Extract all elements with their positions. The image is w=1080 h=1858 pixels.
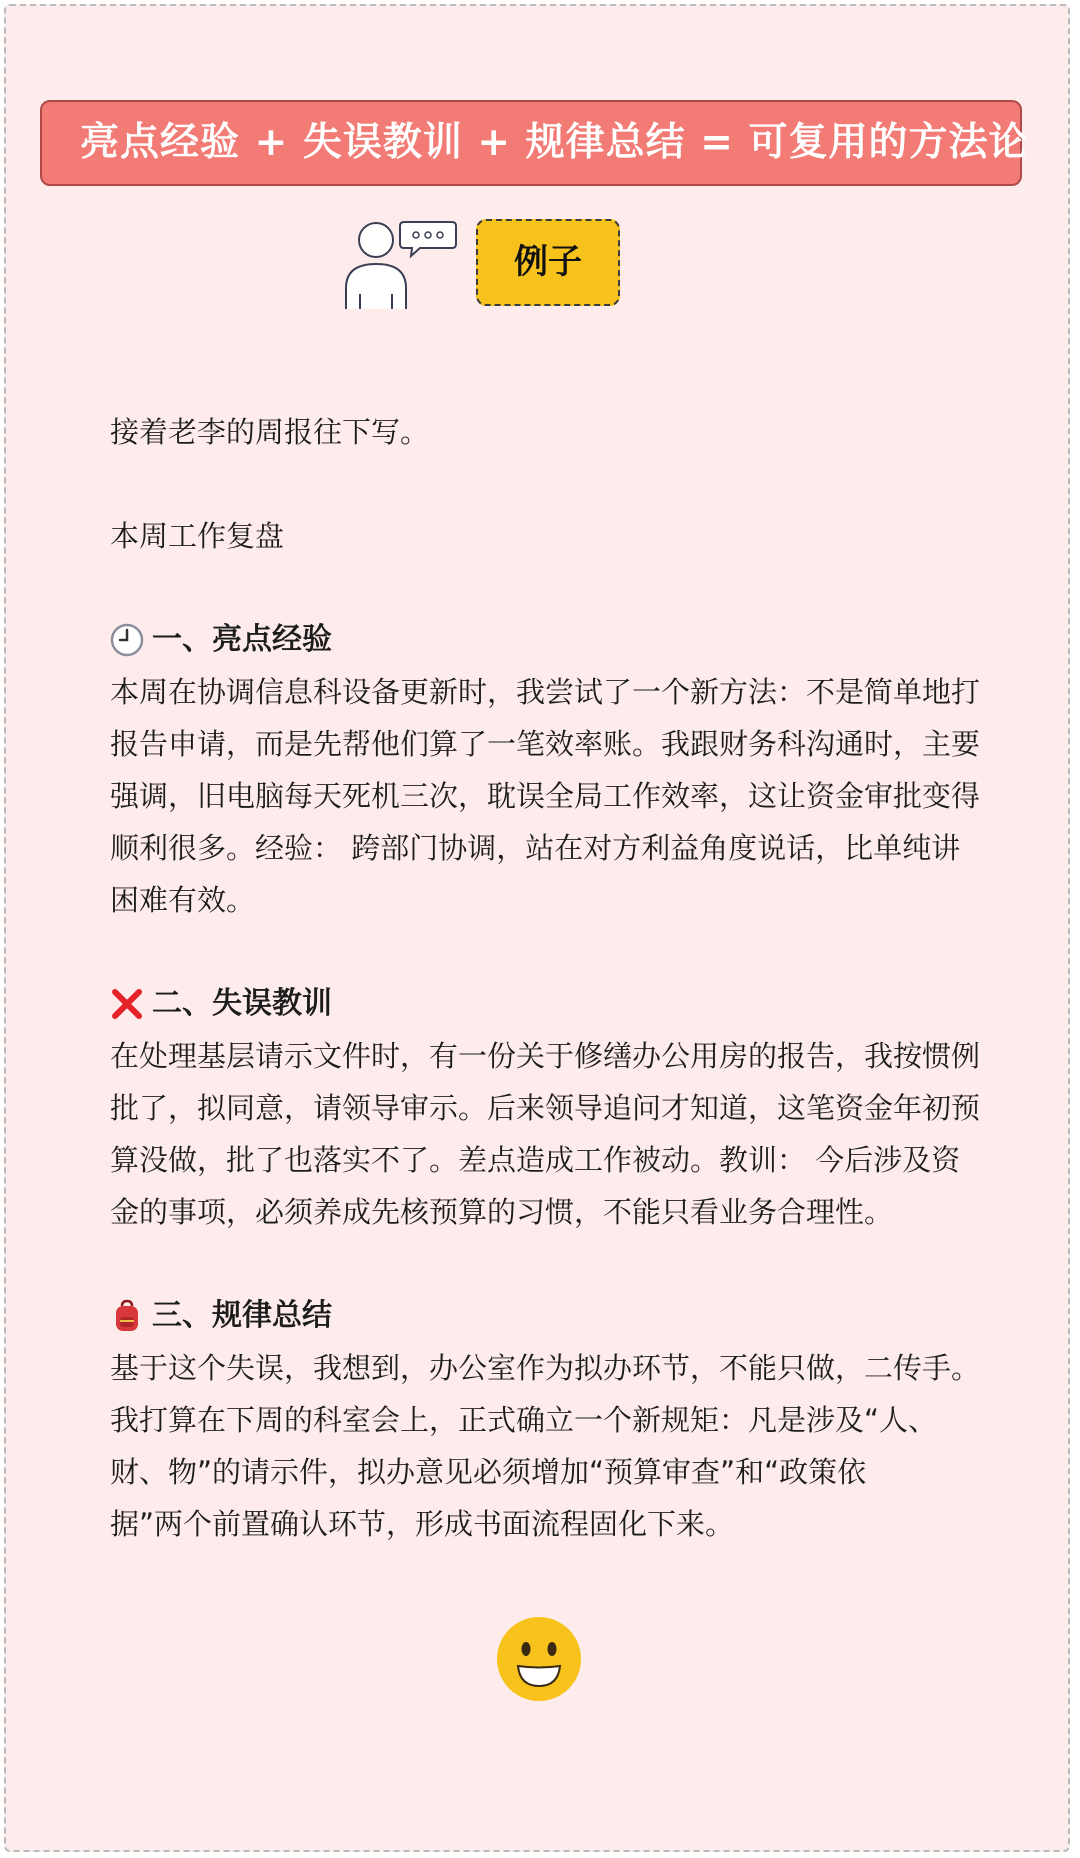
paragraph-line: 本周在协调信息科设备更新时，我尝试了一个新方法：不是简单地打	[110, 675, 981, 709]
cross-mark-icon	[110, 987, 144, 1021]
example-tag-label: 例子	[514, 242, 582, 282]
paragraph-line: 算没做，批了也落实不了。差点造成工作被动。教训： 今后涉及资	[110, 1143, 961, 1177]
paragraph-line: 金的事项，必须养成先核预算的习惯，不能只看业务合理性。	[110, 1195, 894, 1229]
backpack-icon	[110, 1299, 144, 1333]
title-banner	[40, 100, 1029, 186]
paragraph-line: 在处理基层请示文件时，有一份关于修缮办公用房的报告，我按惯例	[110, 1039, 981, 1073]
paragraph-line: 报告申请，而是先帮他们算了一笔效率账。我跟财务科沟通时，主要	[110, 727, 981, 761]
section-heading-label: 一、亮点经验	[152, 622, 332, 657]
paragraph-line: 基于这个失误，我想到，办公室作为拟办环节，不能只做，二传手。	[110, 1351, 981, 1385]
section-paragraph-highlights	[110, 666, 1020, 926]
paragraph-line: 批了，拟同意，请领导审示。后来领导追问才知道，这笔资金年初预	[110, 1091, 981, 1125]
paragraph-line: 我打算在下周的科室会上，正式确立一个新规矩：凡是涉及“人、	[110, 1403, 938, 1437]
section-heading-lessons	[110, 978, 332, 1030]
person-speaking-icon	[340, 216, 458, 310]
section-heading-highlights	[110, 614, 332, 666]
section-heading-label: 二、失误教训	[152, 986, 332, 1021]
section-heading-summary	[110, 1290, 332, 1342]
example-tag	[476, 219, 620, 306]
section-heading-label: 三、规律总结	[152, 1298, 332, 1333]
paragraph-line: 强调，旧电脑每天死机三次，耽误全局工作效率，这让资金审批变得	[110, 779, 981, 813]
intro-text: 接着老李的周报往下写。	[110, 415, 430, 449]
subtitle-text: 本周工作复盘	[110, 519, 285, 553]
smiley-face-icon	[496, 1616, 582, 1702]
banner-title: 亮点经验 + 失误教训 + 规律总结 = 可复用的方法论	[80, 120, 1029, 165]
paragraph-line: 财、物”的请示件，拟办意见必须增加“预算审查”和“政策依	[110, 1455, 867, 1489]
section-paragraph-summary	[110, 1342, 1020, 1550]
paragraph-line: 据”两个前置确认环节，形成书面流程固化下来。	[110, 1507, 735, 1541]
paragraph-line: 顺利很多。经验： 跨部门协调，站在对方利益角度说话，比单纯讲	[110, 831, 961, 865]
paragraph-line: 困难有效。	[110, 883, 256, 917]
clock-icon	[110, 623, 144, 657]
section-paragraph-lessons	[110, 1030, 1020, 1238]
